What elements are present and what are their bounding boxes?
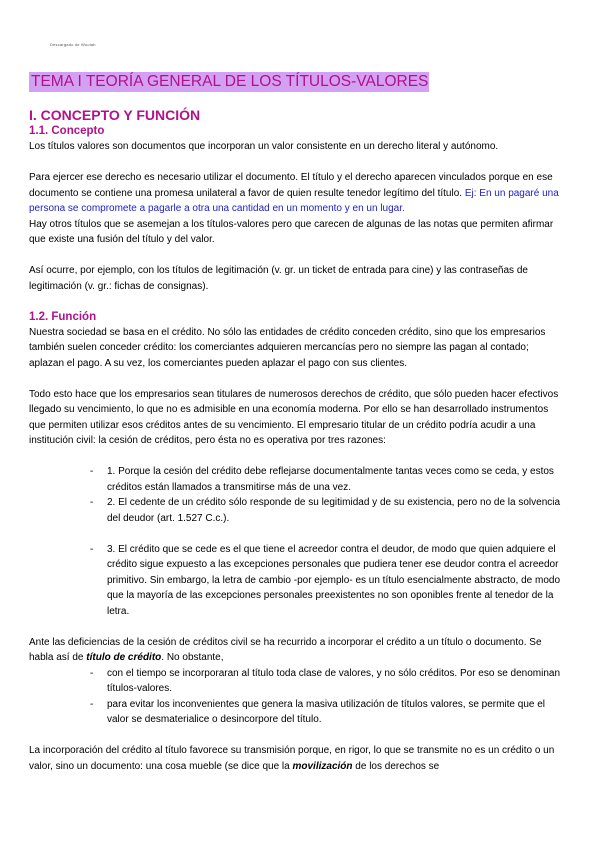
list-item: - 1. Porque la cesión del crédito debe reflejarse documentalmente tantas veces como se ceda, y estos créditos están llamados a transmitirse más de una vez. — [90, 466, 554, 493]
list-item: - 3. El crédito que se cede es el que tiene el acreedor contra el deudor, de modo que quien adquiere el crédito sigue expuesto a las excepciones personales que pudiera tener ese deudor contra el acreedor primitivo. Sin embargo, la letra de cambio -por ejemplo- es un título esencialmente abstracto, de modo que la mayoría de las excepciones personales preexistentes no son oponibles frente al tenedor de la letra. — [90, 543, 561, 617]
download-source-note: Descargado de Wuolah — [50, 42, 96, 47]
points-list — [29, 666, 563, 728]
paragraph: La incorporación del crédito al título favorece su transmisión porque, en rigor, lo que se transmite no es un crédito o un valor, sino un documento: una cosa mueble (se dice que la movilización de los derechos se — [29, 745, 555, 772]
reasons-list — [29, 464, 563, 619]
paragraph: Nuestra sociedad se basa en el crédito. No sólo las entidades de crédito conceden crédito, sino que los empresarios también suelen conceder crédito: los comerciantes adquieren mercancías pero no siempre las pagan al contado; aplazan el pago. A su vez, los comerciantes pueden aplazar el pago con sus clientes. — [29, 326, 546, 369]
list-item: - con el tiempo se incorporaran al título toda clase de valores, y no sólo créditos. Por eso se denominan títulos-valores. — [90, 667, 561, 694]
example-text: Ej: En un pagaré una persona se compromete a pagarle a otra una cantidad en un momento y en un lugar. — [29, 187, 559, 214]
chapter-title: TEMA I TEORÍA GENERAL DE LOS TÍTULOS-VALORES — [31, 73, 429, 90]
subsection-title-funcion: 1.2. Función — [29, 310, 97, 323]
paragraph: Ante las deficiencias de la cesión de créditos civil se ha recurrido a incorporar el crédito a un título o documento. Se habla así de título de crédito. No obstante, — [29, 636, 542, 663]
paragraph: Para ejercer ese derecho es necesario utilizar el documento. El título y el derecho aparecen vinculados porque en ese documento se contiene una promesa unilateral a favor de quien resulte tenedor legítimo del título. Ej: En un pagaré una persona se compromete a pagarle a otra una cantidad en un momento y en un lugar. — [29, 172, 559, 214]
emphasis-term: título de crédito — [86, 652, 162, 663]
subsection-title-concepto: 1.1. Concepto — [29, 125, 105, 137]
section-title: I. CONCEPTO Y FUNCIÓN — [29, 107, 201, 123]
emphasis-term: movilización — [292, 760, 353, 772]
list-item: - para evitar los inconvenientes que genera la masiva utilización de títulos valores, se permite que el valor se desmaterialice o desincorpore del título. — [90, 698, 546, 725]
paragraph: Hay otros títulos que se asemejan a los títulos-valores pero que carecen de algunas de las notas que permiten afirmar que existe una fusión del título y del valor. — [29, 218, 554, 245]
paragraph: Los títulos valores son documentos que incorporan un valor consistente en un derecho literal y autónomo. — [29, 141, 499, 152]
paragraph: Todo esto hace que los empresarios sean titulares de numerosos derechos de crédito, que sólo pueden hacer efectivos llegado su vencimiento, lo que no es admisible en una economía moderna. Por ello se han desarrollado instrumentos que permiten utilizar esos créditos antes de su vencimiento. El empresario titular de un crédito podría acudir a una institución civil: la cesión de créditos, pero ésta no es operativa por tres razones: — [29, 388, 559, 446]
list-item: - 2. El cedente de un crédito sólo responde de su legitimidad y de su existencia, pero no de la solvencia del deudor (art. 1.527 C.c.). — [90, 497, 561, 524]
paragraph: Así ocurre, por ejemplo, con los títulos de legitimación (v. gr. un ticket de entrada para cine) y las contraseñas de legitimación (v. gr.: fichas de consignas). — [29, 265, 528, 292]
document-body — [29, 106, 563, 774]
